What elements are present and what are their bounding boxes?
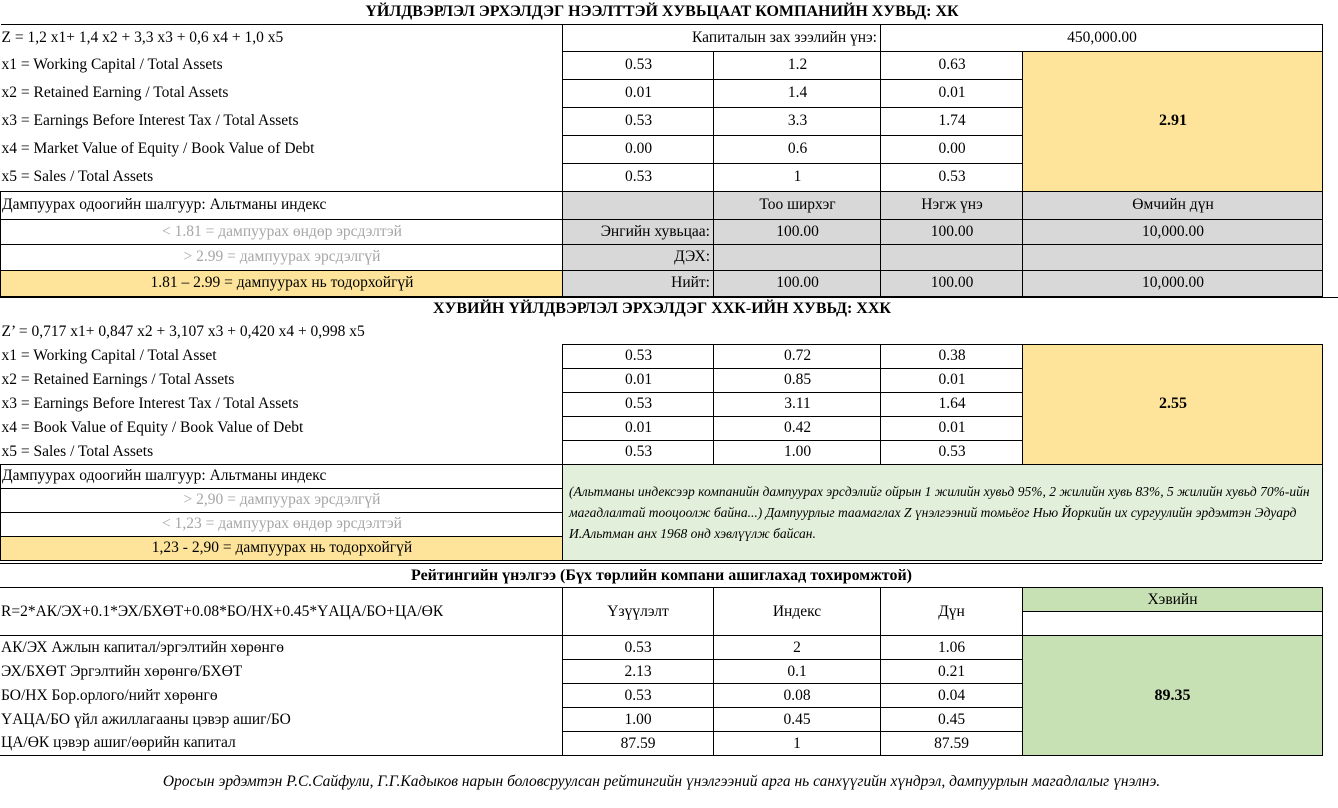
table-row — [1, 344, 1323, 368]
ratio-coef[interactable]: 0.6 — [714, 135, 881, 163]
section1-formula: Z = 1,2 x1+ 1,4 x2 + 3,3 x3 + 0,6 x4 + 1,0 x5 — [1, 24, 563, 51]
ratio-value[interactable]: 0.53 — [563, 344, 714, 368]
shares-label: ДЭХ: — [563, 244, 714, 270]
rating-result[interactable]: 1.06 — [880, 636, 1022, 660]
shares-qty[interactable]: 100.00 — [714, 219, 881, 244]
ratio-result[interactable]: 0.63 — [881, 51, 1023, 79]
shares-price[interactable]: 100.00 — [881, 270, 1023, 296]
ratio-result[interactable]: 0.53 — [881, 163, 1023, 191]
shares-label: Энгийн хувьцаа: — [563, 219, 714, 244]
ratio-value[interactable]: 0.01 — [563, 416, 714, 440]
ratio-label: x5 = Sales / Total Assets — [1, 442, 154, 460]
shares-price[interactable]: 100.00 — [881, 219, 1023, 244]
section1-title: ҮЙЛДВЭРЛЭЛ ЭРХЭЛДЭГ НЭЭЛТТЭЙ ХУВЬЦААТ КОМПАНИЙН ХУВЬД: ХК — [365, 2, 959, 20]
criteria-no-risk: > 2.99 = дампуурах эрсдэлгүй — [1, 244, 563, 270]
ratio-result[interactable]: 0.53 — [881, 440, 1023, 464]
ratio-coef[interactable]: 1.4 — [714, 79, 881, 107]
ratio-label: x3 = Earnings Before Interest Tax / Total Assets — [1, 395, 299, 412]
rating-index[interactable]: 1 — [713, 732, 880, 756]
rating-formula: R=2*АК/ЭХ+0.1*ЭХ/БХӨТ+0.08*БО/НХ+0.45*ҮАЦА/БО+ЦА/ӨК — [0, 588, 562, 636]
section2-title: ХУВИЙН ҮЙЛДВЭРЛЭЛ ЭРХЭЛДЭГ ХХК-ИЙН ХУВЬД: ХХК — [433, 300, 891, 317]
rating-value[interactable]: 1.00 — [562, 708, 713, 732]
section2-table — [0, 298, 1323, 561]
rating-value[interactable]: 0.53 — [562, 636, 713, 660]
rating-label: АК/ЭХ Ажлын капитал/эргэлтийн хөрөнгө — [0, 636, 562, 660]
ratio-coef[interactable]: 3.3 — [714, 107, 881, 135]
ratio-label: x4 = Market Value of Equity / Book Value of Debt — [1, 140, 315, 157]
criteria-uncertain: 1.81 – 2.99 = дампуурах нь тодорхойгүй — [1, 270, 563, 296]
z-prime-score[interactable]: 2.55 — [1023, 344, 1323, 464]
rating-result[interactable]: 0.04 — [880, 684, 1022, 708]
criteria-high-risk: < 1.81 = дампуурах өндөр эрсдэлтэй — [1, 219, 563, 244]
ratio-label: x3 = Earnings Before Interest Tax / Total Assets — [1, 112, 299, 129]
shares-amount[interactable]: 10,000.00 — [1023, 219, 1323, 244]
ratio-coef[interactable]: 1.2 — [714, 51, 881, 79]
ratio-label: x1 = Working Capital / Total Assets — [1, 56, 223, 73]
rating-index[interactable]: 2 — [713, 636, 880, 660]
ratio-label: x1 = Working Capital / Total Asset — [1, 347, 217, 364]
ratio-result[interactable]: 0.01 — [881, 79, 1023, 107]
footer-note: Оросын эрдэмтэн Р.С.Сайфули, Г.Г.Кадыков нарын боловсруулсан рейтингийн үнэлгээний арга нь санхүүгийн хүндрэл, дампуурлын магадлалыг үнэлнэ. — [162, 772, 1161, 790]
rating-result[interactable]: 87.59 — [880, 732, 1022, 756]
ratio-coef[interactable]: 1 — [714, 163, 881, 191]
shares-amount[interactable] — [1023, 244, 1323, 270]
ratio-label: x5 = Sales / Total Assets — [1, 167, 154, 185]
rating-result[interactable]: 0.21 — [880, 660, 1022, 684]
shares-amount[interactable]: 10,000.00 — [1023, 270, 1323, 296]
ratio-coef[interactable]: 1.00 — [714, 440, 881, 464]
rating-score[interactable]: 89.35 — [1022, 636, 1322, 756]
rating-value[interactable]: 0.53 — [562, 684, 713, 708]
shares-header-amount: Өмчийн дүн — [1023, 191, 1323, 219]
shares-qty[interactable] — [714, 244, 881, 270]
ratio-label: x2 = Retained Earnings / Total Assets — [1, 371, 235, 388]
ratio-result[interactable]: 0.01 — [881, 368, 1023, 392]
section3-table — [0, 563, 1323, 808]
criteria-no-risk: > 2,90 = дампуурах эрсдэлгүй — [1, 488, 563, 512]
rating-label: ҮАЦА/БО үйл ажиллагааны цэвэр ашиг/БО — [1, 710, 291, 728]
shares-header-qty: Тоо ширхэг — [714, 191, 881, 219]
section1-table — [0, 0, 1323, 297]
ratio-value[interactable]: 0.53 — [563, 392, 714, 416]
ratio-result[interactable]: 0.38 — [881, 344, 1023, 368]
ratio-value[interactable]: 0.53 — [563, 440, 714, 464]
rating-index[interactable]: 0.1 — [713, 660, 880, 684]
criteria-uncertain: 1,23 - 2,90 = дампуурах нь тодорхойгүй — [1, 536, 563, 560]
market-cap-label: Капиталын зах зээлийн үнэ: — [563, 24, 881, 51]
ratio-value[interactable]: 0.53 — [563, 51, 714, 79]
rating-result[interactable]: 0.45 — [880, 708, 1022, 732]
ratio-result[interactable]: 0.01 — [881, 416, 1023, 440]
header-index: Индекс — [713, 588, 880, 636]
rating-index[interactable]: 0.08 — [713, 684, 880, 708]
ratio-label: x2 = Retained Earning / Total Assets — [1, 84, 229, 101]
table-row — [1, 51, 1323, 79]
criteria-title: Дампуурах одоогийн шалгуур: Альтманы индекс — [1, 464, 563, 488]
ratio-value[interactable]: 0.01 — [563, 79, 714, 107]
ratio-result[interactable]: 0.00 — [881, 135, 1023, 163]
ratio-coef[interactable]: 0.72 — [714, 344, 881, 368]
ratio-value[interactable]: 0.01 — [563, 368, 714, 392]
rating-value[interactable]: 87.59 — [562, 732, 713, 756]
ratio-coef[interactable]: 0.42 — [714, 416, 881, 440]
ratio-value[interactable]: 0.53 — [563, 163, 714, 191]
shares-label: Нийт: — [563, 270, 714, 296]
section3-title: Рейтингийн үнэлгээ (Бүх төрлийн компани ашиглахад тохиромжтой) — [0, 564, 1322, 588]
rating-value[interactable]: 2.13 — [562, 660, 713, 684]
rating-label: БО/НХ Бор.орлого/нийт хөрөнгө — [1, 686, 218, 704]
rating-label: ЭХ/БХӨТ Эргэлтийн хөрөнгө/БХӨТ — [1, 662, 243, 680]
ratio-result[interactable]: 1.74 — [881, 107, 1023, 135]
ratio-coef[interactable]: 3.11 — [714, 392, 881, 416]
rating-index[interactable]: 0.45 — [713, 708, 880, 732]
ratio-result[interactable]: 1.64 — [881, 392, 1023, 416]
rating-label: ЦА/ӨК цэвэр ашиг/өөрийн капитал — [0, 732, 562, 756]
shares-price[interactable] — [881, 244, 1023, 270]
shares-header-price: Нэгж үнэ — [881, 191, 1023, 219]
market-cap-value[interactable]: 450,000.00 — [881, 24, 1323, 51]
ratio-label: x4 = Book Value of Equity / Book Value of Debt — [1, 419, 304, 436]
status-normal: Хэвийн — [1022, 588, 1322, 612]
header-indicator: Үзүүлэлт — [562, 588, 713, 636]
section2-formula: Z’ = 0,717 x1+ 0,847 x2 + 3,107 x3 + 0,420 x4 + 0,998 x5 — [1, 322, 365, 340]
ratio-coef[interactable]: 0.85 — [714, 368, 881, 392]
ratio-value[interactable]: 0.53 — [563, 107, 714, 135]
table-row — [0, 636, 1322, 660]
criteria-high-risk: < 1,23 = дампуурах өндөр эрсдэлтэй — [1, 512, 563, 536]
header-result: Дүн — [880, 588, 1022, 636]
shares-qty[interactable]: 100.00 — [714, 270, 881, 296]
criteria-title: Дампуурах одоогийн шалгуур: Альтманы индекс — [1, 191, 563, 219]
ratio-value[interactable]: 0.00 — [563, 135, 714, 163]
altman-note: (Альтманы индексээр компанийн дампуурах эрсдэлийг ойрын 1 жилийн хувьд 95%, 2 жилийн хувь 83%, 5 жилийн хувьд 70%-ийн магадлалтай тооцоолж байна...) Дампуурлыг таамаглах Z үнэлгээний томьёог Нью Йоркийн их сургуулийн эрдэмтэн Эдуард И.Альтман анх 1968 онд хэвлүүлж байсан. — [563, 464, 1323, 560]
z-score[interactable]: 2.91 — [1023, 51, 1323, 191]
